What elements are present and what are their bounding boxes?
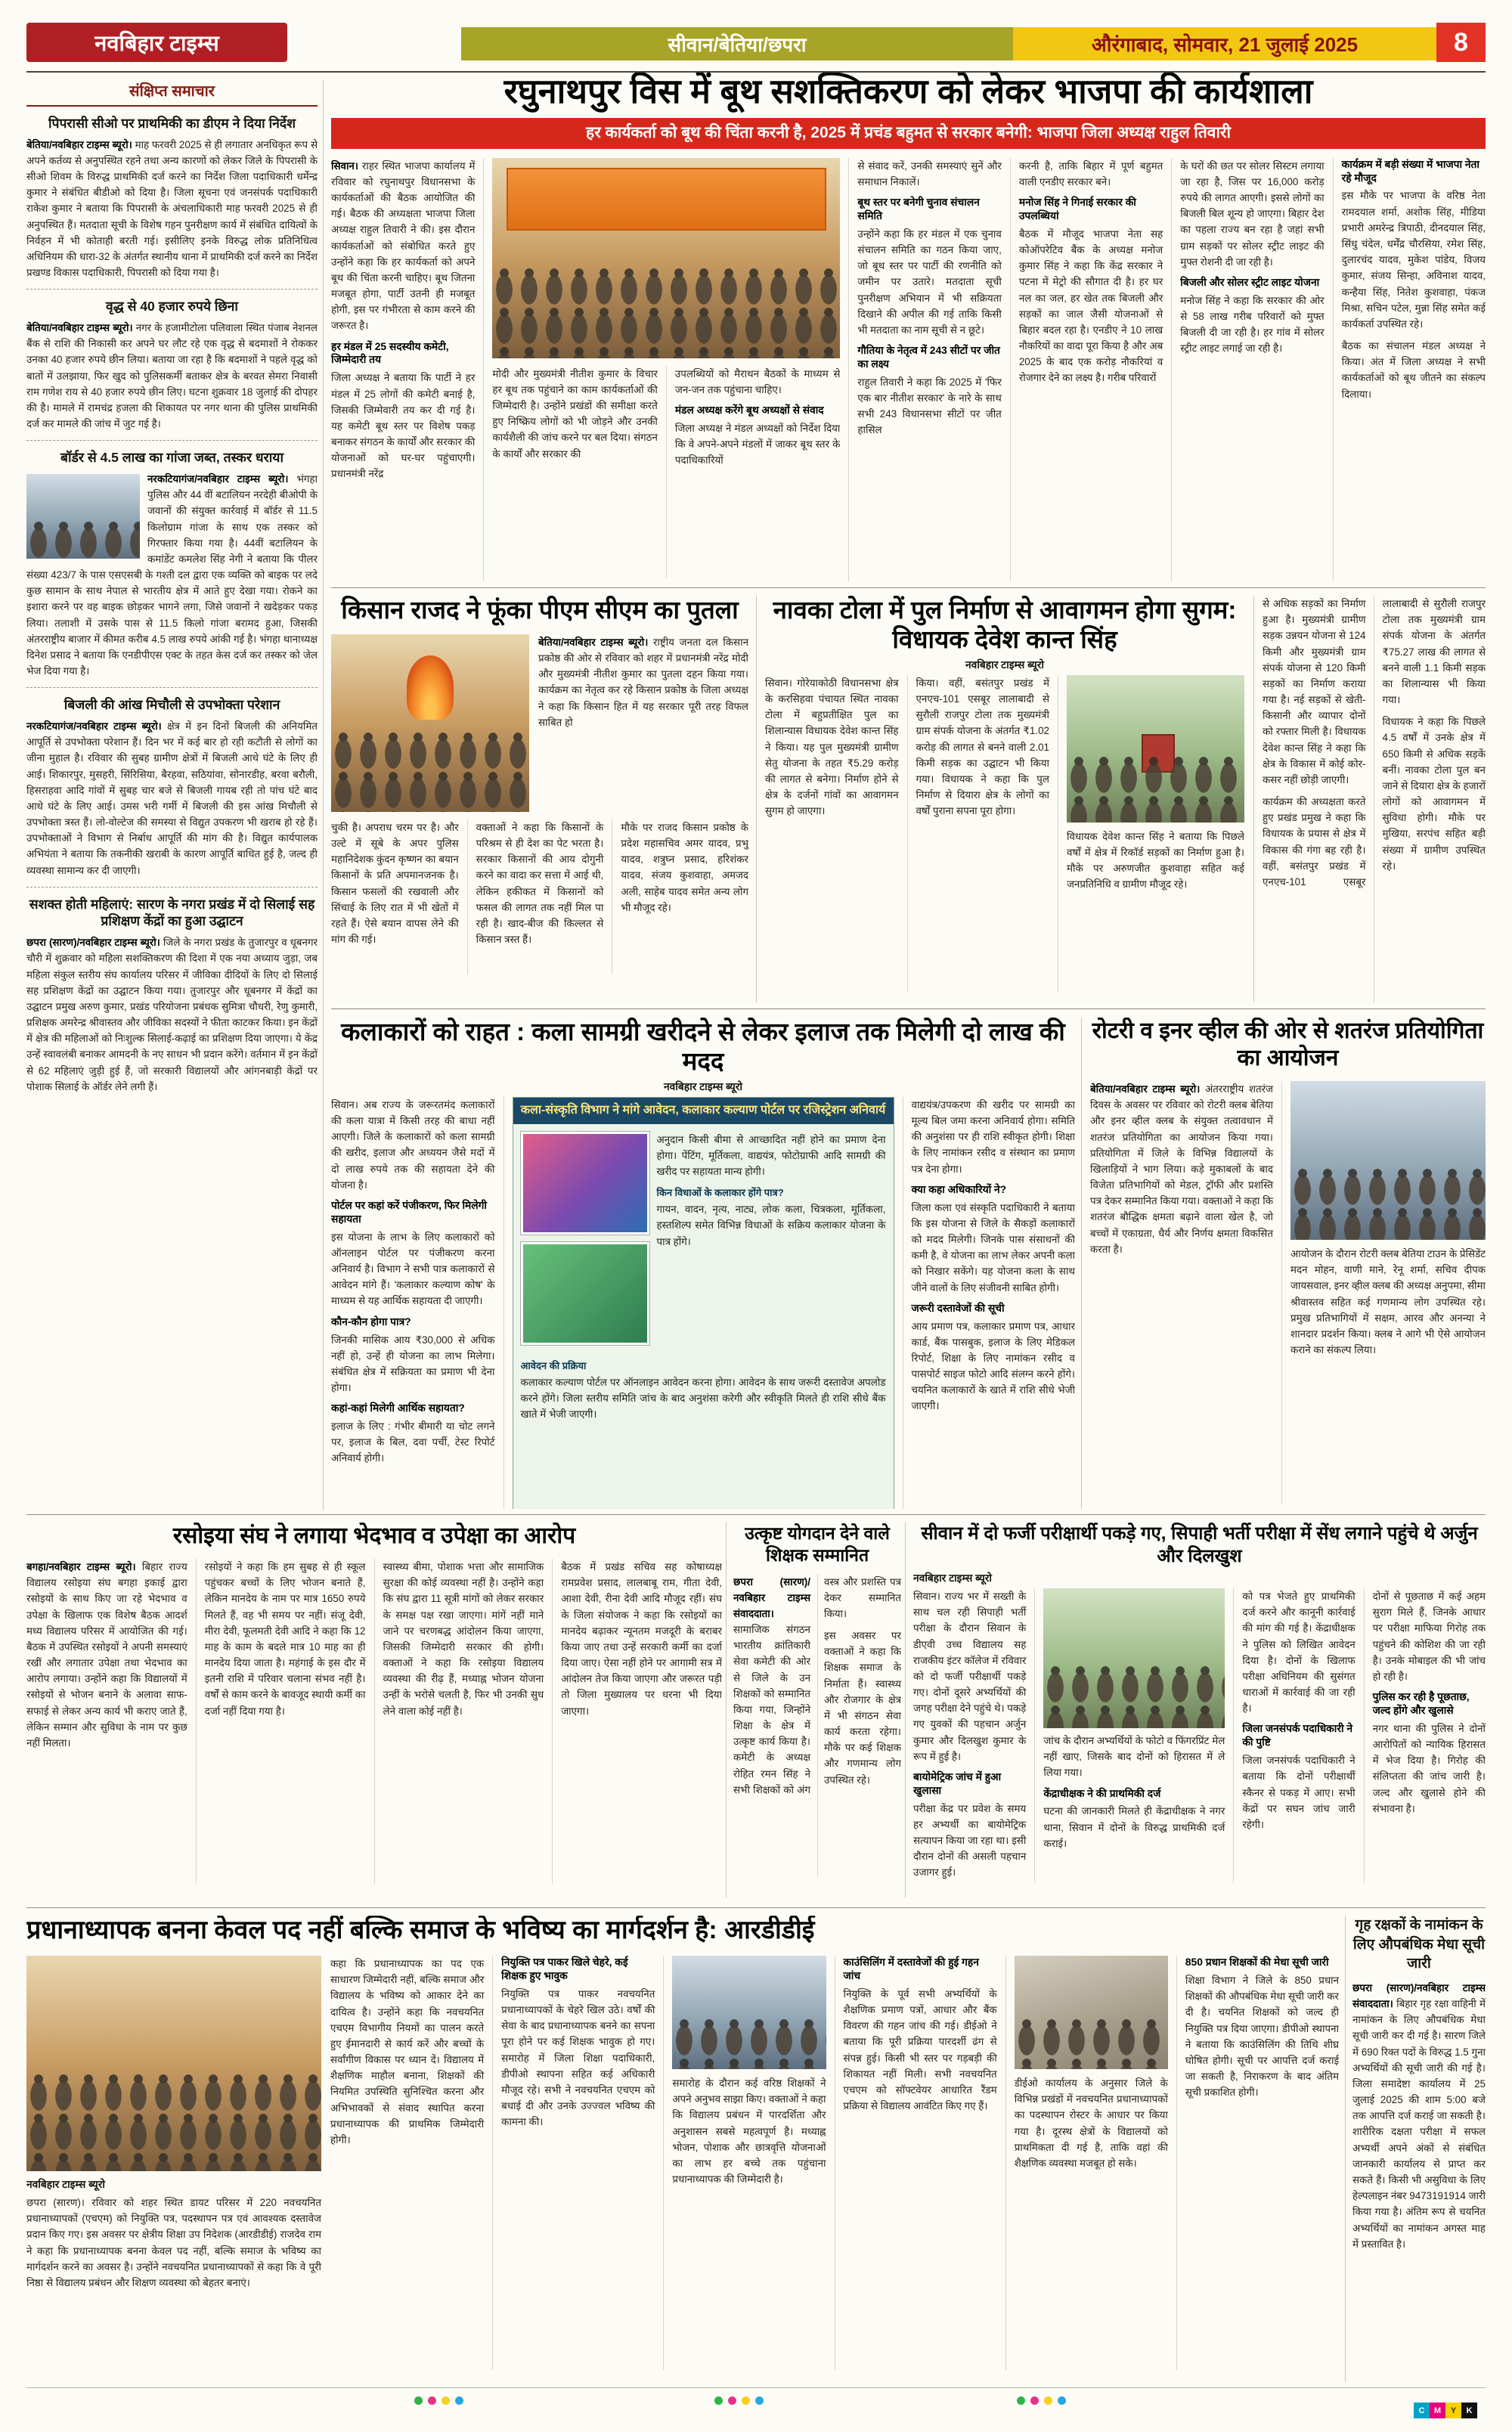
subhead: बूथ स्तर पर बनेगी चुनाव संचालन समिति [857,196,980,222]
registration-dot [1017,2396,1025,2405]
kisan-rjd-article [331,596,748,1002]
article-column [848,158,1009,581]
body-text: नियुक्ति के पूर्व सभी अभ्यर्थियों के शैक्षणिक प्रमाण पत्रों, आधार और बैंक विवरण की गहन जांच की गई। डीईओ ने बताया कि पूरी प्रक्रिया पारदर्शी ढंग से संपन्न हुई। किसी भी स्तर पर गड़बड़ी की शिकायत नहीं मिली। सभी नवचयनित एचएम को सॉफ्टवेयर आधारित रैंडम प्रक्रिया से विद्यालय आवंटित किए गए हैं। [843,1987,997,2112]
body-text: कहा कि प्रधानाध्यापक का पद एक साधारण जिम्मेदारी नहीं, बल्कि समाज और विद्यालय के भविष्य को आकार देने का दायित्व है। उन्होंने कहा कि नवचयनित एचएम विभागीय नियमों का पालन करते हुए ईमानदारी से कार्य करें और बच्चों के सर्वांगीण विकास पर ध्यान दें। विद्यालय में शैक्षणिक माहौल बनाना, शिक्षकों की नियमित उपस्थिति सुनिश्चित करना और अभिभावकों से संवाद स्थापित करना प्रधानाध्यापक की प्राथमिक जिम्मेदारी होगी। [330,1958,485,2145]
body-text: चुकी है। अपराध चरम पर है। और उल्टे में सूबे के अपर पुलिस महानिदेशक कुंदन कृष्णन का बयान किसानों के प्रति अपमानजनक है। किसान फसलों की रखवाली और सिंचाई के लिए रात में भी खेतों में रहते हैं। ऐसे बयान वापस लेने की मांग की गई। [331,821,459,946]
article-column [1005,1956,1176,2370]
body-text: नियुक्ति पत्र पाकर नवचयनित प्रधानाध्यापकों के चेहरे खिल उठे। वर्षों की सेवा के बाद प्रधानाध्यापक बनने का सपना पूरा होने पर कई शिक्षक भावुक हो गए। समारोह में जिला शिक्षा पदाधिकारी, डीपीओ स्थापना सहित कई अधिकारी मौजूद रहे। सभी ने नवचयनित एचएम को बधाई दी और उनके उज्ज्वल भविष्य की कामना की। [501,1987,655,2128]
subhead: हर मंडल में 25 सदस्यीय कमेटी, जिम्मेदारी तय [331,340,449,366]
lead-article [331,73,1486,582]
brief-text: जिले के नगरा प्रखंड के तुजारपुर व धूबनगर चौरी में शुक्रवार को महिला सशक्तिकरण की दिशा में एक नया अध्याय जुड़ा, जब महिला संकुल स्तरीय संघ कार्यालय परिसर में जीविका दीदियों के लिए दो सिलाई सह प्रशिक्षण केंद्रों का उद्घाटन किया गया। तुजारपुर और धूबनगर में केंद्रों का उद्घाटन प्रमुख अरुण कुमार, प्रखंड परियोजना प्रबंधक सुमित्रा चौधरी, रेणु कुमारी, प्रशिक्षक अमरेन्द्र श्रीवास्तव और जीविका सदस्यों ने फीता काटकर किया। इन केंद्रों में क्षेत्र की महिलाओं को निःशुल्क सिलाई-कढ़ाई का प्रशिक्षण दिया जाएगा। ये केंद्र उन्हें स्वावलंबी बनाकर आमदनी के नए साधन भी प्रदान करेंगे। वर्तमान में इन केंद्रों से 62 महिलाएं जुड़ी हुई हैं, जो सरकारी विद्यालयों और आंगनबाड़ी केंद्रों पर पोशाक सिलाई के ऑर्डर लेने लगी हैं। [26,937,318,1092]
brief-item [26,441,318,688]
article-column [1010,158,1171,581]
section-rule [331,1008,1486,1009]
article-headline: गृह रक्षकों के नामांकन के लिए औपबंधिक मेधा सूची जारी [1352,1917,1486,1972]
rotary-chess-article [1090,1018,1486,1509]
body-text: के घरों की छत पर सोलर सिस्टम लगाया जा रहा है, जिस पर 16,000 करोड़ रुपये की लागत आएगी। इससे लोगों का बिजली बिल शून्य हो जाएगा। बिहार देश का पहला राज्य बन रहा है जहां सभी ग्राम सड़कों पर सोलर स्ट्रीट लाइट की मुफ्त रोशनी दी जा रही है। [1180,160,1325,268]
body-text: आयोजन के दौरान रोटरी क्लब बेतिया टाउन के प्रेसिडेंट मदन मोहन, वाणी माने, रेनू शर्मा, सचिव दीपक जायसवाल, इनर व्हील क्लब की अध्यक्ष अनुपमा, सीमा श्रीवास्तव सहित कई गणमान्य लोग उपस्थित रहे। प्रमुख प्रतिभागियों में सक्षम, आरव और अनन्या ने शानदार प्रदर्शन किया। क्लब ने आगे भी ऐसे आयोजन कराने का संकल्प लिया। [1290,1248,1486,1356]
registration-marks [414,2395,469,2409]
body-text: इस योजना के लाभ के लिए कलाकारों को ऑनलाइन पोर्टल पर पंजीकरण करना अनिवार्य है। विभाग ने सभी पात्र कलाकारों से आवेदन मांगे हैं। 'कलाकार कल्याण कोष' के माध्यम से यह आर्थिक सहायता दी जाएगी। [331,1231,495,1307]
column-rule [1253,596,1254,1002]
body-text: कलाकार कल्याण पोर्टल पर ऑनलाइन आवेदन करना होगा। आवेदन के साथ जरूरी दस्तावेज अपलोड करने होंगे। जिला स्तरीय समिति जांच के बाद अनुशंसा करेगी और स्वीकृति मिलते ही राशि सीधे बैंक खाते में भेजी जाएगी। [520,1376,886,1420]
registration-dot [755,2396,764,2405]
lead-headline: रघुनाथपुर विस में बूथ सशक्तिकरण को लेकर भाजपा की कार्यशाला [503,73,1313,110]
brief-byline: नरकटियागंज/नवबिहार टाइम्स ब्यूरो। [26,720,162,732]
body-text: करनी है, ताकि बिहार में पूर्ण बहुमत वाली एनडीए सरकार बने। [1018,160,1163,187]
body-text: इलाज के लिए : गंभीर बीमारी या चोट लगने पर, इलाज के बिल, दवा पर्ची, टेस्ट रिपोर्ट अनिवार्य होगी। [331,1420,495,1464]
cmyk-magenta: M [1430,2403,1445,2418]
body-text: राहर स्थित भाजपा कार्यालय में रविवार को रघुनाथपुर विधानसभा के कार्यकर्ताओं की बैठक आयोजित की गई। बैठक की अध्यक्षता भाजपा जिला अध्यक्ष राहुल तिवारी ने की। इस दौरान कार्यकर्ताओं को संबोधित करते हुए उन्होंने कहा कि हर कार्यकर्ता को अपने बूथ की चिंता करनी चाहिए। बूथ जितना मजबूत होगा, पार्टी उतनी ही मजबूत होगी, इस पर गंभीरता से काम करने की जरूरत है। [331,160,476,332]
article-headline: सीवान में दो फर्जी परीक्षार्थी पकड़े गए, सिपाही भर्ती परीक्षा में सेंध लगाने पहुंचे थे अर्जुन और दिलखुश [921,1523,1478,1566]
body-text: बैठक का संचालन मंडल अध्यक्ष ने किया। अंत में जिला अध्यक्ष ने सभी कार्यकर्ताओं को बूथ जीतने का संकल्प दिलाया। [1341,340,1486,400]
stage-banner [507,168,826,231]
registration-marks [1017,2395,1071,2409]
body-text: स्वास्थ्य बीमा, पोशाक भत्ता और सामाजिक सुरक्षा की कोई व्यवस्था नहीं है। उन्होंने कहा कि संघ द्वारा 11 सूत्री मांगों को लेकर सरकार के समक्ष पक्ष रखा जाएगा। मांगें नहीं माने जाने पर चरणबद्ध आंदोलन किया जाएगा, जिसकी जिम्मेदारी सरकार की होगी। वक्ताओं ने कहा कि रसोइया विद्यालय व्यवस्था की रीढ़ हैं, मध्याह्न भोजन योजना उन्हीं के भरोसे चलती है, फिर भी उनकी सुध लेने वाला कोई नहीं है। [383,1561,544,1717]
registration-dot [1044,2396,1052,2405]
article-headline: किसान राजद ने फूंका पीएम सीएम का पुतला [341,596,739,624]
body-text: इस अवसर पर वक्ताओं ने कहा कि शिक्षक समाज के निर्माता हैं। स्वास्थ्य और रोजगार के क्षेत्र में भी संगठन सेवा कार्य करता रहेगा। मौके पर कई शिक्षक और गणमान्य लोग उपस्थित रहे। [824,1630,901,1786]
subhead: किन विधाओं के कलाकार होंगे पात्र? [656,1187,784,1199]
byline: छपरा (सारण)/नवबिहार टाइम्स संवाददाता। [1352,1981,1486,2010]
body-text: बिहार गृह रक्षा वाहिनी में नामांकन के लिए औपबंधिक मेधा सूची जारी कर दी गई है। सारण जिले में 690 रिक्त पदों के विरुद्ध 1.5 गुना अभ्यर्थियों की सूची जारी की गई है। जिला समादेष्टा कार्यालय में 25 जुलाई 2025 की शाम 5:00 बजे तक आपत्ति दर्ज कराई जा सकती है। शारीरिक दक्षता परीक्षा में सफल अभ्यर्थी अपने अंकों से संबंधित जानकारी कार्यालय से प्राप्त कर सकते हैं। किसी भी असुविधा के लिए हेल्पलाइन नंबर 9473191914 जारी किया गया है। अंतिम रूप से चयनित अभ्यर्थियों का नामांकन अगस्त माह में प्रस्तावित है। [1352,1998,1486,2250]
column-rule [1081,1018,1082,1509]
registration-marks [714,2395,769,2409]
lead-byline: सिवान। [331,160,358,172]
article-column [26,1559,196,1884]
registration-dot [414,2396,423,2405]
article-column [612,819,748,974]
column-rule [756,596,757,1002]
bjp-workshop-photo [492,158,840,358]
article-column [1333,158,1486,581]
body-text: इस मौके पर भाजपा के वरिष्ठ नेता रामदयाल शर्मा, अशोक सिंह, मीडिया प्रभारी अमरेन्द्र त्रिपाठी, दीनदयाल सिंह, सिंधु चंदेल, धर्मेंद्र चौरसिया, रमेश सिंह, दुलारचंद यादव, मुकेश पांडेय, विजय कुमार, संजय सिन्हा, अविनाश यादव, कन्हैया सिंह, नितेश कुशवाहा, पंकज मिश्रा, सचिन पटेल, मुन्ना सिंह समेत कई कार्यकर्ता उपस्थित रहे। [1341,190,1486,330]
body-text: विधायक देवेश कान्त सिंह ने बताया कि पिछले वर्षों में क्षेत्र में रिकॉर्ड सड़कों का निर्माण हुआ है। मौके पर अरुणजीत कुशवाहा सहित कई जनप्रतिनिधि व ग्रामीण मौजूद रहे। [1067,830,1244,891]
article-column [1364,1588,1486,1883]
article-headline: प्रधानाध्यापक बनना केवल पद नहीं बल्कि समाज के भविष्य का मार्गदर्शन है: आरडीडीई [26,1916,815,1944]
article-column [330,1956,492,2370]
fire-shape [407,655,454,720]
subhead: मंडल अध्यक्ष करेंगे बूथ अध्यक्षों से संवाद [674,404,824,416]
article-headline: उत्कृष्ट योगदान देने वाले शिक्षक सम्मानित [745,1523,890,1565]
portal-screenshot-image [521,1132,649,1235]
article-column [552,1559,722,1884]
subhead: केंद्राधीक्षक ने की प्राथमिकी दर्ज [1043,1787,1161,1799]
brief-byline: बेतिया/नवबिहार टाइम्स ब्यूरो। [26,322,133,334]
body-text: किया। वहीं, बसंतपुर प्रखंड में एनएच-101 एसबूर लालाबादी से सुरौली राजपुर टोला तक मुख्यमंत्री ग्राम संपर्क योजना के अंतर्गत ₹1.02 करोड़ की लागत से बनने वाली 2.01 किमी सड़क का उद्घाटन भी किया गया। विधायक ने कहा कि पुल निर्माण से दियारा क्षेत्र के लोगों का वर्षों पुराना सपना पूरा होगा। [916,677,1049,817]
body-text: दोनों से पूछताछ में कई अहम सुराग मिले हैं, जिनके आधार पर परीक्षा माफिया गिरोह तक पहुंचने की कोशिश की जा रही है। उनके मोबाइल की भी जांच हो रही है। [1372,1591,1486,1682]
registration-dot [428,2396,436,2405]
article-headline: कलाकारों को राहत : कला सामग्री खरीदने से लेकर इलाज तक मिलेगी दो लाख की मदद [341,1018,1065,1075]
artwork-image [521,1242,649,1345]
body-text: वक्ताओं ने कहा कि किसानों के परिश्रम से ही देश का पेट भरता है। सरकार किसानों की आय दोगुनी करने का वादा कर सत्ता में आई थी, लेकिन हकीकत में किसानों को फसल की लागत तक नहीं मिल पा रही है। खाद-बीज की किल्लत से किसान त्रस्त हैं। [476,821,604,946]
registration-dot [1030,2396,1039,2405]
article-column [374,1559,553,1884]
brief-text: माह फरवरी 2025 से ही लगातार अनधिकृत रूप से अपने कर्तव्य से अनुपस्थित रहने तथा अन्य कारणों को लेकर जिले के पिपरासी के सीओ शिवम के विरुद्ध प्राथमिकी दर्ज करने का निर्देश जिला पदाधिकारी धर्मेन्द्र कुमार ने संबंधित बीडीओ को दिया है। जिला सूचना एवं जनसंपर्क पदाधिकारी राकेश कुमार ने बताया कि पिपरासी के अंचलाधिकारी माह फरवरी 2025 से ही अनुपस्थित हैं। मतदाता सूची के विशेष गहन पुनरीक्षण कार्य में संबंधित दायित्वों के निर्वहन में भी कोताही बरती गई। इसीलिए इनके विरुद्ध लोक प्रतिनिधित्व अधिनियम की धारा-32 के अंतर्गत स्थानीय थाना में प्राथमिकी दर्ज करने का निर्देश प्रखण्ड विकास पदाधिकारी, पिपरासी को दिया गया है। [26,138,318,279]
cmyk-marks [1414,2403,1477,2418]
photo-figures [331,730,529,812]
body-text: नगर थाना की पुलिस ने दोनों आरोपितों को न्यायिक हिरासत में भेज दिया है। गिरोह की संलिप्तता की जांच जारी है। जल्द और खुलासे होने की संभावना है। [1372,1722,1486,1814]
article-column [765,675,907,993]
effigy-protest-photo [331,634,529,812]
subhead: पुलिस कर रही है पूछताछ, जल्द होंगे और खुलासे [1372,1691,1470,1716]
registration-dot [1058,2396,1066,2405]
chess-event-photo [1290,1081,1486,1240]
column-rule [726,1523,727,1898]
article-column [331,819,467,974]
article-column [913,1588,1034,1883]
byline: बेतिया/नवबिहार टाइम्स ब्यूरो। [1090,1083,1201,1095]
subhead: बायोमेट्रिक जांच में हुआ खुलासा [913,1771,1002,1796]
body-text: छपरा (सारण)। रविवार को शहर स्थित डायट परिसर में 220 नवचयनित प्रधानाध्यापकों (एचएम) को नियुक्ति पत्र, पदस्थापन पत्र एवं आवश्यक दस्तावेज प्रदान किए गए। इस अवसर पर क्षेत्रीय शिक्षा उप निदेशक (आरडीडीई) राजदेव राम ने कहा कि प्रधानाध्यापक बनना केवल पद नहीं, बल्कि समाज के भविष्य का मार्गदर्शन करने का अवसर है। उन्होंने नवचयनित प्रधानाध्यापकों से कहा कि वे पूरी निष्ठा से विद्यालय प्रबंधन और शिक्षण व्यवस्था को बेहतर बनाएं। [26,2197,321,2288]
ceremony-crowd-photo [672,1956,826,2069]
newspaper-name: नवबिहार टाइम्स [26,23,287,62]
body-text: राष्ट्रीय जनता दल किसान प्रकोष्ठ की ओर से रविवार को शहर में प्रधानमंत्री नरेंद्र मोदी और मुख्यमंत्री नीतीश कुमार का पुतला दहन किया गया। कार्यक्रम का नेतृत्व कर रहे किसान प्रकोष्ठ के जिला अध्यक्ष ने कहा कि किसान हित में यह सरकार पूरी तरह विफल साबित हो [538,636,748,728]
subhead: क्या कहा अधिकारियों ने? [911,1183,1007,1195]
registration-dot [442,2396,450,2405]
lead-photo-column [483,158,848,581]
article-column [492,1956,663,2370]
edition-region: सीवान/बेतिया/छपरा [461,27,1013,60]
registration-dot [455,2396,463,2405]
briefs-title: संक्षिप्त समाचार [26,80,318,107]
brief-item [26,688,318,887]
dateline: औरंगाबाद, सोमवार, 21 जुलाई 2025 [1013,27,1436,60]
brief-headline: बिजली की आंख मिचौली से उपभोक्ता परेशान [64,697,280,713]
body-text: से अधिक सड़कों का निर्माण हुआ है। मुख्यमंत्री ग्रामीण सड़क उन्नयन योजना से 124 किमी और मुख्यमंत्री ग्राम संपर्क योजना से 120 किमी सड़कों का निर्माण कराया गया है। नई सड़कों से खेती-किसानी और व्यापार दोनों को रफ्तार मिली है। विधायक देवेश कान्त सिंह ने कहा कि क्षेत्र के विकास में कोई कोर-कसर नहीं छोड़ी जाएगी। [1263,598,1366,785]
section-rule [26,1907,1486,1908]
article-column [663,1956,834,2370]
subhead: आवेदन की प्रक्रिया [520,1359,587,1371]
lead-subhead-bar: हर कार्यकर्ता को बूथ की चिंता करनी है, 2025 में प्रचंड बहुमत से सरकार बनेगी: भाजपा जिला अध्यक्ष राहुल तिवारी [331,118,1486,148]
brief-item [26,290,318,441]
subhead: कौन-कौन होगा पात्र? [331,1315,411,1328]
brief-item [26,107,318,290]
body-text: जिला अध्यक्ष ने बताया कि पार्टी ने हर मंडल में 25 लोगों की कमेटी बनाई है, जिसकी जिम्मेवारी तय कर दी गई है। यह कमेटी बूथ स्तर पर विशेष पकड़ बनाकर संगठन के कार्यों और सरकार की योजनाओं को घर-घर पहुंचाएगी। प्रधानमंत्री नरेंद्र [331,372,476,480]
infobox-images [521,1132,649,1345]
brief-item [26,888,318,1103]
brief-body [26,934,318,1095]
teacher-honor-article [733,1523,901,1898]
column-rule [1345,1916,1346,2381]
body-text: उन्होंने कहा कि हर मंडल में एक चुनाव संचालन समिति का गठन किया जाए, जो बूथ स्तर पर पार्टी की रणनीति को जमीन पर उतारे। मतदाता सूची पुनरीक्षण अभियान में भी सक्रियता दिखाने की अपील की गई ताकि किसी भी मतदाता का नाम सूची से न छूटे। [857,228,1002,336]
body-text: अनुदान किसी बीमा से आच्छादित नहीं होने का प्रमाण देना होगा। पेंटिंग, मूर्तिकला, वाद्ययंत्र, फोटोग्राफी आदि सामग्री की खरीद पर सहायता मान्य होगी। [656,1133,886,1178]
article-column [835,1956,1005,2370]
brief-text: नगर के हजामीटोला पलिवाला स्थित पंजाब नेशनल बैंक से राशि की निकासी कर अपने घर लौट रहे एक वृद्ध से बदमाशों ने रोककर उनका 40 हजार रुपये छीन लिया। बताया जा रहा है कि बदमाशों ने पहले वृद्ध को बातों में उलझाया, फिर खुद को पुलिसकर्मी बताकर क्षेत्र के बरवत सेमरा निवासी राम गणेश राय से 40 हजार रुपये छीन लिए। घटना शुक्रवार 18 जुलाई की दोपहर की है। मामले में रामचंद्र हजला की शिकायत पर नगर थाना की पुलिस प्राथमिकी दर्ज कर मामले की जांच में जुट गई है। [26,322,318,430]
brief-headline: पिपरासी सीओ पर प्राथमिकी का डीएम ने दिया निर्देश [48,116,296,131]
infobox-column [503,1097,903,1509]
byline: नवबिहार टाइम्स ब्यूरो [664,1080,742,1092]
article-column [26,1956,321,2370]
article-column [666,366,841,578]
article-column [1171,158,1332,581]
brief-headline: सशक्त होती महिलाएं: सारण के नगरा प्रखंड में दो सिलाई सह प्रशिक्षण केंद्रों का हुआ उद्घाटन [29,896,315,929]
subhead: पोर्टल पर कहां करें पंजीकरण, फिर मिलेगी सहायता [331,1199,487,1225]
subhead: नियुक्ति पत्र पाकर खिले चेहरे, कई शिक्षक हुए भावुक [501,1956,628,1982]
subhead: काउंसिलिंग में दस्तावेजों की हुई गहन जांच [843,1956,979,1982]
body-text: डीईओ कार्यालय के अनुसार जिले के विभिन्न प्रखंडों में नवचयनित प्रधानाध्यापकों का पदस्थापन रोस्टर के आधार पर किया गया है। दूरस्थ क्षेत्रों के विद्यालयों को प्राथमिकता दी गई है, ताकि वहां की शैक्षणिक व्यवस्था मजबूत हो सके। [1014,2077,1168,2169]
body-text: सिवान। अब राज्य के जरूरतमंद कलाकारों की कला यात्रा में किसी तरह की बाधा नहीं आएगी। जिले के कलाकारों को कला सामग्री की खरीद, इलाज और अध्ययन जैसे मदों में दो लाख रुपये तक की सहायता देने की योजना है। [331,1098,495,1191]
body-text: बैठक में मौजूद भाजपा नेता सह कोऑपरेटिव बैंक के अध्यक्ष मनोज कुमार सिंह ने कहा कि केंद्र सरकार ने पटना में मेट्रो की सौगात दी है। हर घर नल का जल, हर खेत तक बिजली और सड़कों का जाल जैसी योजनाओं से बिहार बदल रहा है। एनडीए ने 10 लाख नौकरियों का वादा पूरा किया है और अब 2025 के बाद एक करोड़ नौकरियां व रोजगार देने का लक्ष्य है। गरीब परिवारों [1018,228,1163,384]
subhead: बिजली और सोलर स्ट्रीट लाइट योजना [1180,276,1320,288]
ganja-seizure-photo [26,474,140,559]
byline: नवबिहार टाइम्स ब्यूरो [913,1572,992,1584]
article-headline: रोटरी व इनर व्हील की ओर से शतरंज प्रतियोगिता का आयोजन [1092,1018,1484,1070]
body-text: को पत्र भेजते हुए प्राथमिकी दर्ज करने और कानूनी कार्रवाई की मांग की गई है। केंद्राधीक्षक ने पुलिस को लिखित आवेदन दिया है। दोनों के खिलाफ परीक्षा अधिनियम की सुसंगत धाराओं में कार्रवाई की जा रही है। [1242,1591,1356,1715]
subhead: मनोज सिंह ने गिनाई सरकार की उपलब्धियां [1018,196,1136,222]
body-text [1352,1980,1486,2252]
byline: बेतिया/नवबिहार टाइम्स ब्यूरो। [538,636,649,648]
body-text: विधायक ने कहा कि पिछले 4.5 वर्षों में उनके क्षेत्र में 650 किमी से अधिक सड़कें बनीं। नावका टोला पुल बन जाने से दियारा क्षेत्र के हजारों लोगों को आवागमन में सुविधा होगी। मौके पर मुखिया, सरपंच सहित बड़ी संख्या में ग्रामीण उपस्थित रहे। [1382,716,1486,872]
body-text: से संवाद करें, उनकी समस्याएं सुनें और समाधान निकालें। [857,160,1002,187]
column-rule [323,80,324,1510]
body-text: मौके पर राजद किसान प्रकोष्ठ के प्रदेश महासचिव अमर यादव, प्रभु यादव, शत्रुघ्न प्रसाद, हरिशंकर यादव, संजय कुशवाहा, अमजद अली, साहेब यादव समेत अन्य लोग भी मौजूद रहे। [621,821,748,913]
article-columns [330,1956,1339,2370]
photo-figures [672,2017,826,2069]
cmyk-yellow: Y [1445,2403,1461,2418]
artist-portal-infobox [513,1097,894,1509]
body-text: सामाजिक संगठन भारतीय क्रांतिकारी सेवा कमेटी की ओर से जिले के उन शिक्षकों को सम्मानित किया गया, जिन्होंने शिक्षा के क्षेत्र में उत्कृष्ट कार्य किया है। कमेटी के अध्यक्ष रोहित रमन सिंह ने सभी शिक्षकों को अंग वस्त्र और प्रशस्ति पत्र देकर सम्मानित किया। [733,1575,901,1795]
article-column [196,1559,374,1884]
body-text: कार्यक्रम की अध्यक्षता करते हुए प्रखंड प्रमुख ने कहा कि विधायक के प्रयास से क्षेत्र में विकास की गंगा बह रही है। वहीं, बसंतपुर प्रखंड में एनएच-101 एसबूर लालाबादी से सुरौली राजपुर टोला तक मुख्यमंत्री ग्राम संपर्क योजना के अंतर्गत ₹75.27 लाख की लागत से बनने वाली 1.1 किमी सड़क का शिलान्यास भी किया गया। [1263,598,1486,888]
body-text: बैठक में प्रखंड सचिव सह कोषाध्यक्ष रामप्रवेश प्रसाद, लालबाबू राम, गीता देवी, आशा देवी, रीना देवी आदि मौजूद रहीं। संघ के जिला संयोजक ने कहा कि रसोइयों का मानदेय बढ़ाकर न्यूनतम मजदूरी के बराबर किया जाए तथा उन्हें सरकारी कर्मी का दर्जा दिया जाए। ऐसा नहीं होने पर आगामी सत्र में आंदोलन तेज किया जाएगा और जरूरत पड़ी तो जिला मुख्यालय पर धरना भी दिया जाएगा। [561,1561,722,1717]
registration-dot [728,2396,736,2405]
photo-figures [1015,2017,1168,2069]
infobox-text [513,1352,894,1430]
body-text: गायन, वादन, नृत्य, नाट्य, लोक कला, चित्रकला, मूर्तिकला, हस्तशिल्प समेत विभिन्न विधाओं के सक्रिय कलाकार योजना के पात्र होंगे। [656,1204,886,1247]
cmyk-cyan: C [1414,2403,1430,2418]
subhead: कार्यक्रम में बड़ी संख्या में भाजपा नेता रहे मौजूद [1341,158,1479,184]
byline: बगहा/नवबिहार टाइम्स ब्यूरो। [26,1561,136,1572]
article-column [1058,675,1244,993]
registration-dot [714,2396,723,2405]
home-guard-article [1352,1916,1486,2381]
body-text: आय प्रमाण पत्र, कलाकार प्रमाण पत्र, आधार कार्ड, बैंक पासबुक, इलाज के लिए मेडिकल रिपोर्ट, शिक्षा के लिए नामांकन रसीद व पासपोर्ट साइज फोटो आदि संलग्न करने होंगे। चयनित कलाकारों के खाते में राशि सीधे भेजी जाएगी। [911,1320,1075,1412]
registration-dot [742,2396,750,2405]
photo-figures [26,2072,321,2171]
article-column [467,819,612,974]
body-text: राहुल तिवारी ने कहा कि 2025 में 'फिर एक बार नीतीश सरकार' के नारे के साथ सभी 243 विधानसभा सीटों पर जीत हासिल [857,376,1002,436]
article-column [492,366,666,578]
subhead: कहां-कहां मिलेगी आर्थिक सहायता? [331,1402,465,1414]
photo-figures [492,266,840,358]
body-text: सिवान। गोरेयाकोठी विधानसभा क्षेत्र के करसिहवा पंचायत स्थित नावका टोला में बहुप्रतीक्षित पुल का शिलान्यास विधायक देवेश कान्त सिंह ने किया। यह पुल मुख्यमंत्री ग्रामीण सेतु योजना के तहत ₹5.29 करोड़ की लागत से बनेगा। निर्माण होने से क्षेत्र के दर्जनों गांवों का आवागमन सुगम हो जाएगा। [765,677,899,817]
body-text: अंतरराष्ट्रीय शतरंज दिवस के अवसर पर रविवार को रोटरी क्लब बेतिया और इनर व्हील क्लब के संयुक्त तत्वावधान में शतरंज प्रतियोगिता का आयोजन किया गया। प्रतियोगिता में जिले के विभिन्न विद्यालयों के खिलाड़ियों ने भाग लिया। कड़े मुकाबलों के बाद विजेता प्रतिभागियों को मेडल, ट्रॉफी और प्रशस्ति पत्र देकर सम्मानित किया गया। वक्ताओं ने कहा कि शतरंज बौद्धिक क्षमता बढ़ाने वाला खेल है, जो बच्चों में एकाग्रता, धैर्य और निर्णय क्षमता विकसित करता है। [1090,1083,1273,1255]
photo-figures [1067,754,1244,823]
body-text: सिवान। राज्य भर में सख्ती के साथ चल रही सिपाही भर्ती परीक्षा के दौरान सिवान के डीएवी उच्च विद्यालय सह राजकीय इंटर कॉलेज में रविवार को दो फर्जी परीक्षार्थी पकड़े गए। दोनों दूसरे अभ्यर्थियों की जगह परीक्षा देने पहुंचे थे। पकड़े गए युवकों की पहचान अर्जुन कुमार और दिलखुश कुमार के रूप में हुई है। [913,1591,1027,1762]
section-rule [26,1514,1486,1515]
footer-rule [26,2387,1486,2388]
body-text: उपलब्धियों को मैराथन बैठकों के माध्यम से जन-जन तक पहुंचाना चाहिए। [674,367,841,395]
byline: नवबिहार टाइम्स ब्यूरो [965,658,1044,671]
article-headline: नावका टोला में पुल निर्माण से आवागमन होगा सुगम: विधायक देवेश कान्त सिंह [773,596,1237,653]
photo-figures [1290,1166,1486,1240]
fake-candidates-article [913,1523,1486,1898]
cmyk-black: K [1461,2403,1477,2418]
article-column [538,634,748,812]
infobox-title: कला-संस्कृति विभाग ने मांगे आवेदन, कलाकार कल्याण पोर्टल पर रजिस्ट्रेशन अनिवार्य [513,1098,894,1124]
subhead: जरूरी दस्तावेजों की सूची [911,1302,1005,1314]
article-column [1034,1588,1233,1883]
page-number: 8 [1436,23,1486,62]
officials-photo [1015,1956,1168,2069]
subhead: गौतिया के नेतृत्व में 243 सीटों पर जीत का लक्ष्य [857,345,1000,370]
subhead: जिला जनसंपर्क पदाधिकारी ने की पुष्टि [1242,1723,1353,1749]
briefs-column [26,80,318,1510]
body-text: मनोज सिंह ने कहा कि सरकार की ओर से 58 लाख गरीब परिवारों को मुफ्त बिजली दी जा रही है। हर गांव में सोलर स्ट्रीट लाइट लगाई जा रही है। [1180,294,1325,355]
brief-text: क्षेत्र में इन दिनों बिजली की अनियमित आपूर्ति से उपभोक्ता परेशान हैं। दिन भर में कई बार हो रही कटौती से लोगों का जीना मुहाल है। रविवार की सुबह ग्रामीण क्षेत्रों में बिजली आधे घंटे के लिए ही आई। शिकारपुर, मुसहरी, सिंरिसिया, बैरहवा, सठियांवा, सोनारडीह, बरवा बरौली, हिसराहवा आदि गांवों में सुबह चार बजे से बिजली गायब रही तो पांच घंटे बाद आधे घंटे के लिए आई। उमस भरी गर्मी में बिजली की इस आंख मिचौली से उपभोक्ता त्रस्त हैं। लो-वोल्टेज की समस्या से विद्युत उपकरण भी खराब हो रहे हैं। उपभोक्ताओं ने विभाग से निर्बाध आपूर्ति की मांग की है। विद्युत कार्यपालक अभियंता ने बताया कि तकनीकी खराबी के कारण आपूर्ति बाधित हुई है, जल्द ही व्यवस्था सामान्य कर दी जाएगी। [26,720,318,876]
article-column [903,1097,1076,1509]
photo-figures [1043,1664,1225,1728]
brief-headline: वृद्ध से 40 हजार रुपये छिना [106,299,238,314]
article-column [1090,1081,1281,1504]
article-column [1176,1956,1339,2370]
brief-body [26,718,318,878]
body-text: मोदी और मुख्यमंत्री नीतीश कुमार के विचार हर बूथ तक पहुंचाने का काम कार्यकर्ताओं की जिम्मेदारी है। उन्होंने प्रखंडों की समीक्षा करते हुए निष्क्रिय लोगों को भी जोड़ने और उनकी कार्यशैली की जांच करने पर बल दिया। संगठन के कार्यों और सरकार की [492,367,658,460]
brief-body [26,320,318,432]
body-text: वाद्ययंत्र/उपकरण की खरीद पर सामग्री का मूल्य बिल जमा करना अनिवार्य होगा। समिति की अनुशंसा पर ही राशि स्वीकृत होगी। शिक्षा के लिए नामांकन रसीद व संस्थान का प्रमाण पत्र देना होगा। [911,1098,1075,1175]
body-text: जांच के दौरान अभ्यर्थियों के फोटो व फिंगरप्रिंट मेल नहीं खाए, जिसके बाद दोनों को हिरासत में ले लिया गया। [1043,1735,1225,1779]
navka-bridge-article [765,596,1244,1002]
body-text: शिक्षा विभाग ने जिले के 850 प्रधान शिक्षकों की औपबंधिक मेधा सूची जारी कर दी है। चयनित शिक्षकों को जल्द ही नियुक्ति पत्र दिया जाएगा। डीपीओ स्थापना ने बताया कि काउंसिलिंग की तिथि शीघ्र घोषित होगी। सूची पर आपत्ति दर्ज कराई जा सकती है, निराकरण के बाद अंतिम सूची प्रकाशित होगी। [1185,1975,1339,2099]
brief-text: भंगहा पुलिस और 44 वीं बटालियन नरदेही बीओपी के जवानों की संयुक्त कार्रवाई में बॉर्डर से 11.5 किलोग्राम गांजा के साथ एक तस्कर को गिरफ्तार किया गया है। 44वीं बटालियन के कमांडेंट कमलेश सिंह नेगी ने बताया कि पीलर संख्या 423/7 के पास एसएसबी के गश्ती दल द्वारा एक व्यक्ति को बाइक पर लदे कुछ सामान के साथ नेपाल से भारतीय क्षेत्र में आते हुए देखा गया। रोकने का इशारा करने पर वह बाइक छोड़कर भागने लगा, जिसे जवानों ने खदेड़कर पकड़ लिया। तलाशी में उसके पास से 11.5 किलो गांजा बरामद हुआ, जिसकी अंतरराष्ट्रीय बाजार में कीमत करीब 4.5 लाख रुपये आंकी गई है। भंगहा थानाध्यक्ष दिनेश प्रसाद ने बताया कि एनडीपीएस एक्ट के तहत केस दर्ज कर तस्कर को जेल भेज दिया गया है। [26,473,318,677]
body-text: जिला अध्यक्ष ने मंडल अध्यक्षों को निर्देश दिया कि वे अपने-अपने मंडलों में जाकर बूथ स्तर के पदाधिकारियों [674,422,841,466]
article-column [331,1097,503,1509]
body-text: बिहार राज्य विद्यालय रसोइया संघ बगहा इकाई द्वारा रसोइयों के साथ किए जा रहे भेदभाव व उपेक्षा के खिलाफ एक विशेष बैठक आदर्श मध्य विद्यालय परिसर में आयोजित की गई। बैठक में उपस्थित रसोइयों ने अपनी समस्याएं रखीं और लगातार उपेक्षा तथा भेदभाव का आरोप लगाया। उन्होंने कहा कि विद्यालयों में रसोइयों से भोजन बनाने के अलावा साफ-सफाई से लेकर अन्य कार्य भी कराए जाते हैं, लेकिन सम्मान और सुविधा के नाम पर कुछ नहीं मिलता। [26,1561,187,1749]
section-rule [331,587,1486,588]
roads-continuation-column [1263,596,1486,1002]
body-text: जिनकी मासिक आय ₹30,000 से अधिक नहीं हो, उन्हें ही योजना का लाभ मिलेगा। संबंधित क्षेत्र में सक्रियता का प्रमाण भी देना होगा। [331,1334,495,1394]
infobox-text [657,1132,886,1345]
bridge-foundation-photo [1067,675,1244,823]
column-rule [905,1523,906,1898]
body-text: परीक्षा केंद्र पर प्रवेश के समय हर अभ्यर्थी का बायोमेट्रिक सत्यापन किया जा रहा था। इसी दौरान दोनों की असली पहचान उजागर हुई। [913,1802,1027,1879]
article-column [1233,1588,1363,1883]
body-text: रसोइयों ने कहा कि हम सुबह से ही स्कूल पहुंचकर बच्चों के लिए भोजन बनाते हैं, लेकिन मानदेय के नाम पर मात्र 1650 रुपये मिलते हैं, वह भी समय पर नहीं। संजू देवी, मीरा देवी, फूलमती देवी आदि ने कहा कि 12 माह के काम के बदले मात्र 10 माह का ही मानदेय दिया जाता है। महंगाई के इस दौर में इतनी राशि में परिवार चलाना संभव नहीं है। वर्षों से काम करने के बावजूद स्थायी कर्मी का दर्जा नहीं दिया गया है। [204,1561,366,1717]
headmaster-article [26,1916,1339,2381]
brief-byline: बेतिया/नवबिहार टाइम्स ब्यूरो। [26,138,132,150]
article-headline: रसोइया संघ ने लगाया भेदभाव व उपेक्षा का आरोप [172,1523,576,1548]
brief-byline: नरकटियागंज/नवबिहार टाइम्स ब्यूरो। [147,473,289,485]
brief-headline: बॉर्डर से 4.5 लाख का गांजा जब्त, तस्कर धराया [60,450,284,466]
brief-body [26,137,318,281]
article-column [907,675,1058,993]
photo-figures [26,519,140,559]
body-text: घटना की जानकारी मिलते ही केंद्राधीक्षक ने नगर थाना, सिवान में दोनों के विरुद्ध प्राथमिकी दर्ज कराई। [1043,1805,1225,1849]
brief-byline: छपरा (सारण)/नवबिहार टाइम्स ब्यूरो। [26,937,160,949]
appointment-ceremony-photo [26,1956,321,2171]
article-column [1281,1081,1486,1504]
subhead: 850 प्रधान शिक्षकों की मेधा सूची जारी [1185,1956,1329,1969]
artist-welfare-article [331,1018,1075,1509]
exam-officials-photo [1043,1588,1225,1728]
body-text: समारोह के दौरान कई वरिष्ठ शिक्षकों ने अपने अनुभव साझा किए। वक्ताओं ने कहा कि विद्यालय प्रबंधन में पारदर्शिता और अनुशासन सबसे महत्वपूर्ण है। मध्याह्न भोजन, पोशाक और छात्रवृत्ति योजनाओं का लाभ हर बच्चे तक पहुंचाना प्रधानाध्यापक की जिम्मेदारी है। [672,2077,826,2186]
body-text: जिला कला एवं संस्कृति पदाधिकारी ने बताया कि इस योजना से जिले के सैकड़ों कलाकारों को मदद मिलेगी। जिनके पास संसाधनों की कमी है, वे योजना का लाभ लेकर अपनी कला को निखार सकेंगे। यह योजना कला के साथ जीने वालों के लिए संजीवनी साबित होगी। [911,1201,1075,1293]
article-column [331,158,483,581]
cook-union-article [26,1523,722,1898]
body-text: जिला जनसंपर्क पदाधिकारी ने बताया कि दोनों परीक्षार्थी स्कैनर से पकड़ में आए। सभी केंद्रों पर सघन जांच जारी रहेगी। [1242,1755,1356,1830]
byline: छपरा (सारण)/नवबिहार टाइम्स संवाददाता। [733,1575,810,1619]
byline: नवबिहार टाइम्स ब्यूरो [26,2179,105,2191]
